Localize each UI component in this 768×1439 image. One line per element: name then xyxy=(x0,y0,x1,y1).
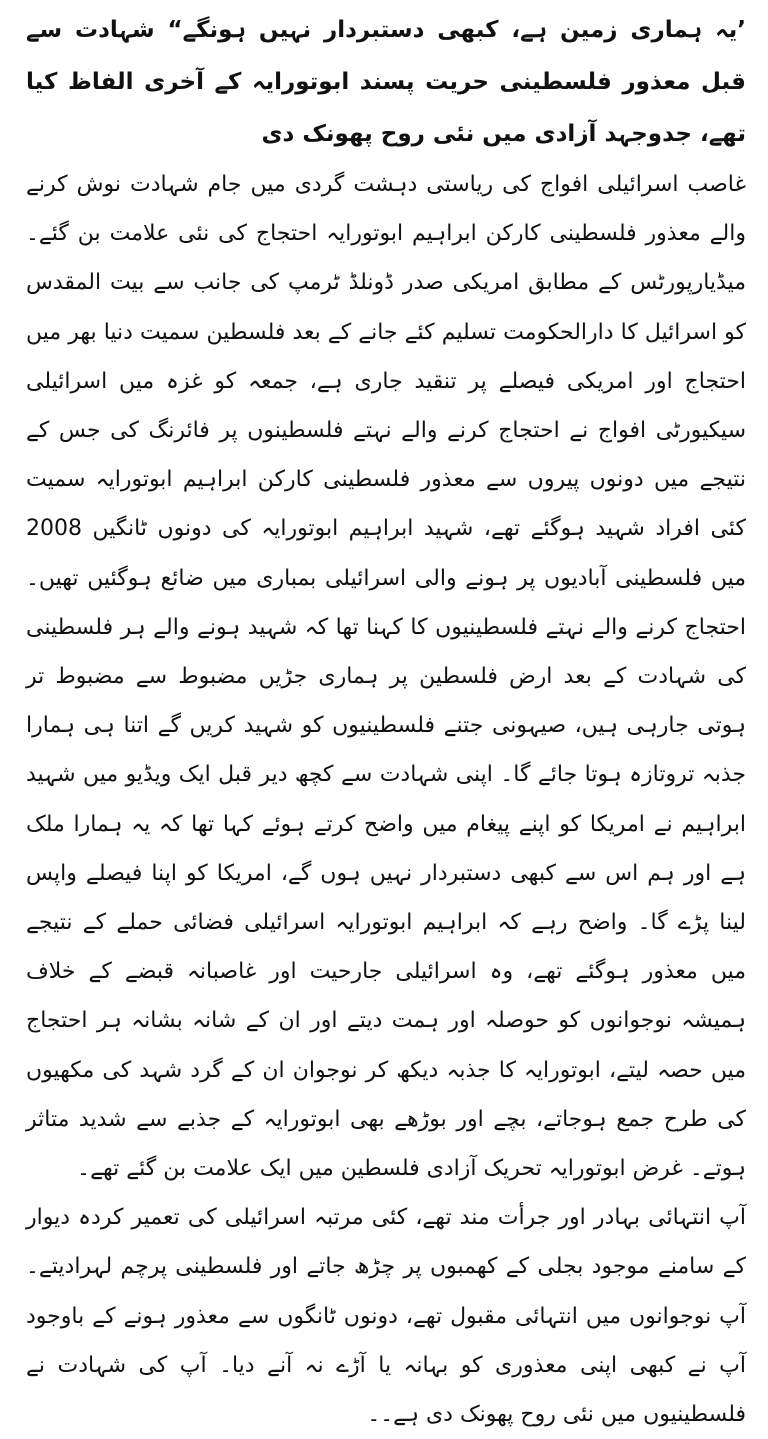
article-headline: ’یہ ہماری زمین ہے، کبھی دستبردار نہیں ہونگے“ شہادت سے قبل معذور فلسطینی حریت پسند ابوتورایہ کے آخری الفاظ کیا تھے، جدوجہد آزادی میں نئی روح پھونک دی xyxy=(26,17,746,147)
article-paragraph-2: آپ انتہائی بہادر اور جرأت مند تھے، کئی مرتبہ اسرائیلی کی تعمیر کردہ دیوار کے سامنے موجود بجلی کے کھمبوں پر چڑھ جاتے اور فلسطینی پرچم لہرادیتے۔ آپ نوجوانوں میں انتہائی مقبول تھے، دونوں ٹانگوں سے معذور ہونے کے باوجود آپ نے کبھی اپنی معذوری کو بہانہ یا آڑے نہ آنے دیا۔ آپ کی شہادت نے فلسطینیوں میں نئی روح پھونک دی ہے۔۔ xyxy=(26,1205,746,1428)
article-paragraph-1: غاصب اسرائیلی افواج کی ریاستی دہشت گردی میں جام شہادت نوش کرنے والے معذور فلسطینی کارکن ابراہیم ابوتورایہ احتجاج کی نئی علامت بن گئے۔میڈیارپورٹس کے مطابق امریکی صدر ڈونلڈ ٹرمپ کی جانب سے بیت المقدس کو اسرائیل کا دارالحکومت تسلیم کئے جانے کے بعد فلسطین سمیت دنیا بھر میں احتجاج اور امریکی فیصلے پر تنقید جاری ہے، جمعہ کو غزہ میں اسرائیلی سیکیورٹی افواج نے احتجاج کرنے والے نہتے فلسطینوں پر فائرنگ کی جس کے نتیجے میں دونوں پیروں سے معذور فلسطینی کارکن ابراہیم ابوتورایہ سمیت کئی افراد شہید ہوگئے تھے، شہید ابراہیم ابوتورایہ کی دونوں ٹانگیں 2008 میں فلسطینی آبادیوں پر ہونے والی اسرائیلی بمباری میں ضائع ہوگئیں تھیں۔ احتجاج کرنے والے نہتے فلسطینیوں کا کہنا تھا کہ شہید ہونے والے ہر فلسطینی کی شہادت کے بعد ارض فلسطین پر ہماری جڑیں مضبوط سے مضبوط تر ہوتی جارہی ہیں، صیہونی جتنے فلسطینیوں کو شہید کریں گے اتنا ہی ہمارا جذبہ تروتازہ ہوتا جائے گا۔ اپنی شہادت سے کچھ دیر قبل ایک ویڈیو میں شہید ابراہیم نے امریکا کو اپنے پیغام میں واضح کرتے ہوئے کہا تھا کہ یہ ہمارا ملک ہے اور ہم اس سے کبھی دستبردار نہیں ہوں گے، امریکا کو اپنا فیصلے واپس لینا پڑے گا۔ واضح رہے کہ ابراہیم ابوتورایہ اسرائیلی فضائی حملے کے نتیجے میں معذور ہوگئے تھے، وہ اسرائیلی جارحیت اور غاصبانہ قبضے کے خلاف ہمیشہ نوجوانوں کو حوصلہ اور ہمت دیتے اور ان کے شانہ بشانہ ہر احتجاج میں حصہ لیتے، ابوتورایہ کا جذبہ دیکھ کر نوجوان ان کے گرد شہد کی مکھیوں کی طرح جمع ہوجاتے، بچے اور بوڑھے بھی ابوتورایہ کے جذبے سے شدید متاثر ہوتے۔ غرض ابوتورایہ تحریک آزادی فلسطین میں ایک علامت بن گئے تھے۔ xyxy=(26,172,746,1182)
